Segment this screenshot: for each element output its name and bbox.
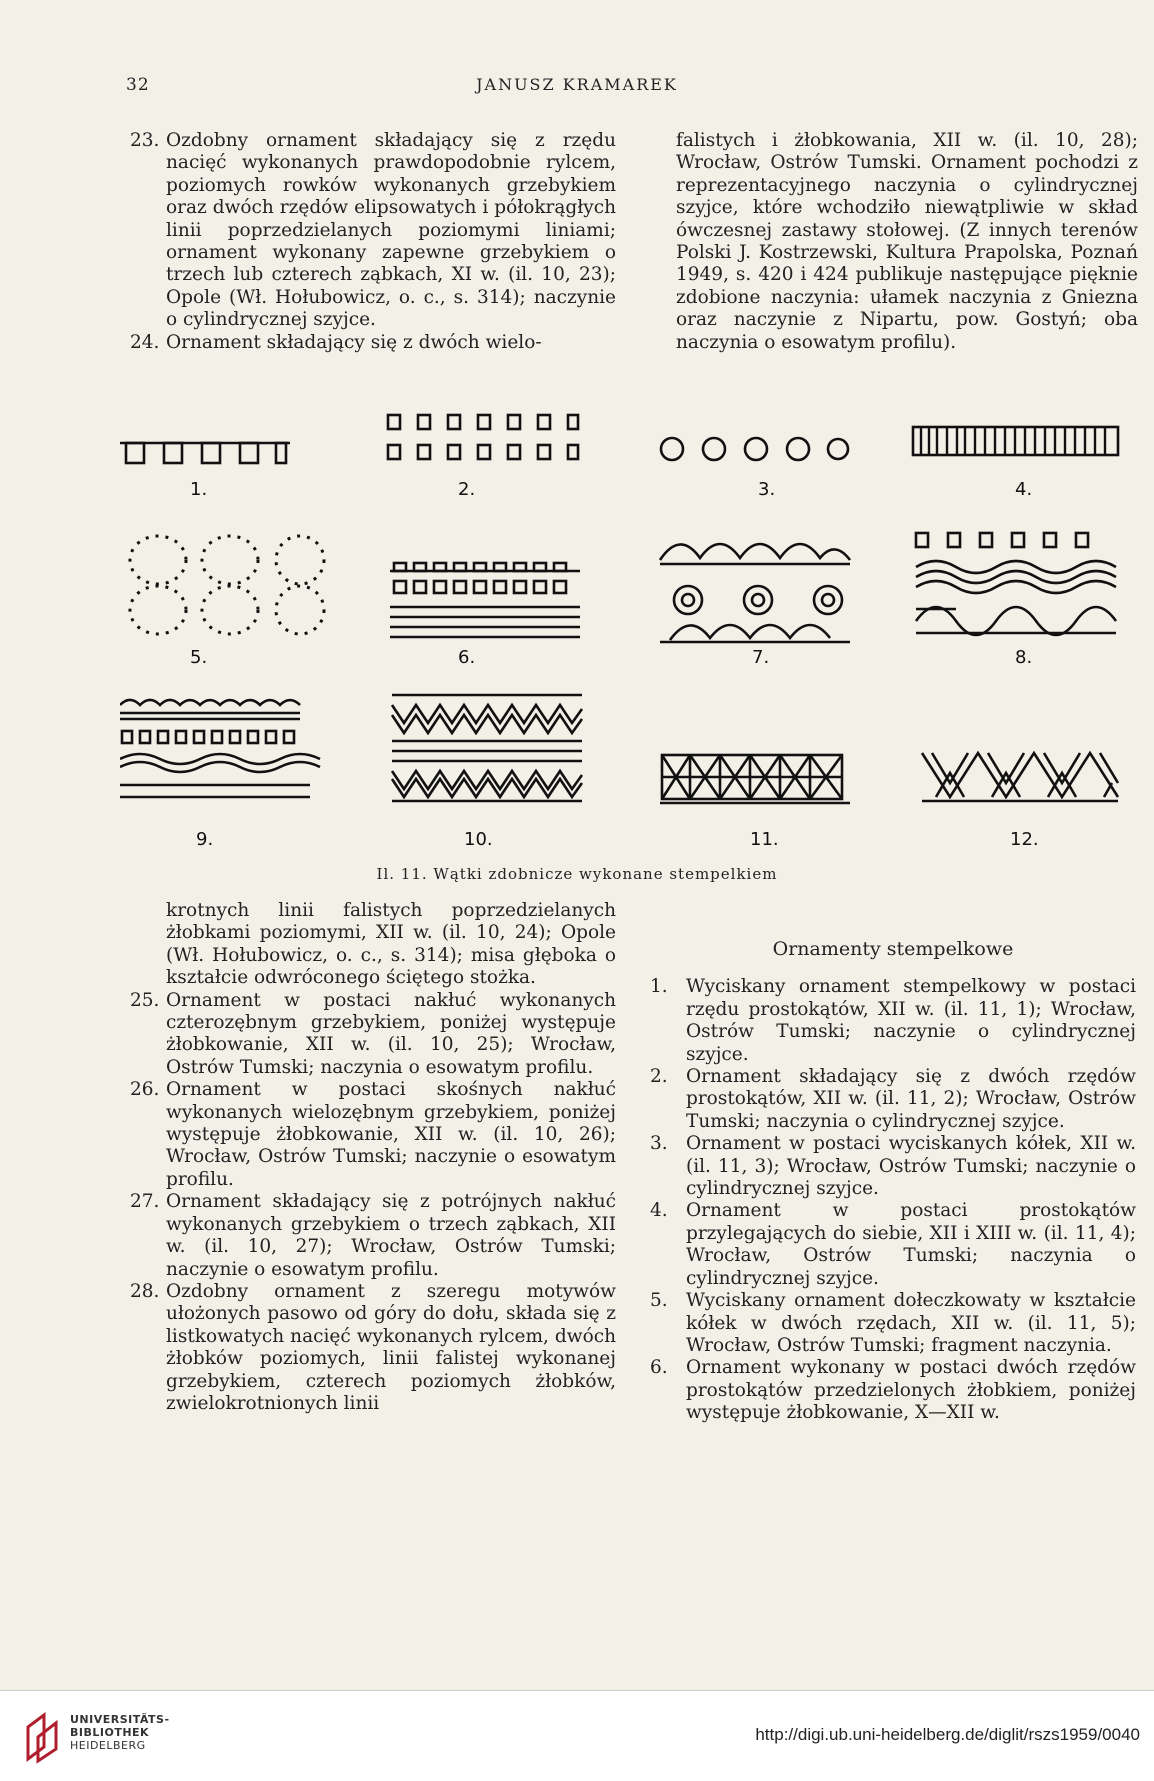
item-text: Ornament składający się z dwóch rzędów prostokątów, XII w. (il. 11, 2); Wrocław, Ostrów Tumski; naczynia o cylindrycznej szyjce. xyxy=(686,1066,1136,1132)
item-number: 6. xyxy=(650,1357,668,1379)
library-footer xyxy=(0,1690,1154,1781)
top-right-column xyxy=(676,130,1138,354)
source-url-link[interactable]: http://digi.ub.uni-heidelberg.de/diglit/rszs1959/0040 xyxy=(755,1725,1140,1744)
figure-label-12: 12. xyxy=(1010,829,1039,850)
item-text: Ornament składający się z potrójnych nakłuć wykonanych grzebykiem o trzech ząbkach, XII w. (il. 10, 27); Wrocław, Ostrów Tumski; naczynie o esowatym profilu. xyxy=(166,1191,616,1280)
figure-label-11: 11. xyxy=(750,829,779,850)
ornament-8 xyxy=(916,533,1116,635)
library-logo-icon xyxy=(22,1709,62,1765)
item-text: Ornament składający się z dwóch wielo- xyxy=(166,331,542,353)
item-number: 3. xyxy=(650,1133,668,1155)
item-text: Ozdobny ornament z szeregu motywów ułożonych pasowo od góry do dołu, składa się z listkowatych nacięć wykonanych rylcem, dwóch żłobków poziomych, linii falistej wykonanej grzebykiem, czterech poziomych żłobków, zwielokrotnionych linii xyxy=(166,1280,616,1414)
figure-label-5: 5. xyxy=(190,647,208,668)
item-text: Ornament w postaci prostokątów przylegających do siebie, XII i XIII w. (il. 11, 4); Wrocław, Ostrów Tumski; naczynia o cylindrycznej szyjce. xyxy=(686,1200,1136,1289)
figure-caption: Il. 11. Wątki zdobnicze wykonane stempelkiem xyxy=(376,865,778,883)
item-number: 26. xyxy=(130,1079,160,1101)
item-text: Ornament w postaci nakłuć wykonanych czterozębnym grzebykiem, poniżej występuje żłobkowanie, XII w. (il. 10, 25); Wrocław, Ostrów Tumski; naczynia o esowatym profilu. xyxy=(166,989,616,1078)
item-text: Ornament w postaci wyciskanych kółek, XII w. (il. 11, 3); Wrocław, Ostrów Tumski; naczynie o cylindrycznej szyjce. xyxy=(686,1133,1136,1200)
library-name-line3: HEIDELBERG xyxy=(70,1739,146,1752)
page-number: 32 xyxy=(126,75,150,95)
catalog-item-24 xyxy=(130,332,616,354)
running-title: JANUSZ KRAMAREK xyxy=(476,75,678,94)
ornament-9 xyxy=(120,700,320,797)
ornament-11 xyxy=(660,755,850,803)
ornament-7 xyxy=(660,544,850,642)
continued-item-24 xyxy=(130,900,616,990)
catalog-item-23 xyxy=(130,130,616,332)
item-number: 28. xyxy=(130,1280,160,1302)
item-text: Wyciskany ornament stempelkowy w postaci rzędu prostokątów, XII w. (il. 11, 1); Wrocław, Ostrów Tumski; naczynie o cylindrycznej szyjce. xyxy=(686,976,1136,1065)
item-number: 2. xyxy=(650,1066,668,1088)
top-left-column xyxy=(130,130,616,354)
ornament-12 xyxy=(922,753,1118,801)
item-text: Ornament w postaci skośnych nakłuć wykonanych wielozębnym grzebykiem, poniżej występuje żłobkowanie, XII w. (il. 10, 26); Wrocław, Ostrów Tumski; naczynie o esowatym profilu. xyxy=(166,1079,616,1190)
stamp-item-1 xyxy=(650,976,1136,1066)
ornament-6 xyxy=(390,563,580,637)
item-number: 24. xyxy=(130,331,160,353)
stamp-item-2 xyxy=(650,1066,1136,1133)
ornament-4 xyxy=(913,427,1118,455)
figure-label-2: 2. xyxy=(458,479,476,500)
library-name xyxy=(70,1713,170,1752)
catalog-item-26 xyxy=(130,1079,616,1191)
item-number: 5. xyxy=(650,1290,668,1312)
figure-label-7: 7. xyxy=(752,647,770,668)
figure-label-10: 10. xyxy=(464,829,493,850)
item-text: Wyciskany ornament dołeczkowaty w kształcie kółek w dwóch rzędach, XII w. (il. 11, 5); Wrocław, Ostrów Tumski; fragment naczynia. xyxy=(686,1290,1136,1356)
ornament-5 xyxy=(130,536,324,634)
ornament-3 xyxy=(661,438,848,460)
item-number: 1. xyxy=(650,976,668,998)
bottom-right-column xyxy=(650,930,1136,1425)
figure-label-9: 9. xyxy=(196,829,214,850)
continued-text: falistych i żłobkowania, XII w. (il. 10, 28); Wrocław, Ostrów Tumski. Ornament pochodzi z reprezentacyjnego naczynia o cylindrycznej szyjce, które wchodziło niewątpliwie w skład ówczesnej zastawy stołowej. (Z innych terenów Polski J. Kostrzewski, Kultura Prapolska, Poznań 1949, s. 420 i 424 publikuje następujące pięknie zdobione naczynia: ułamek naczynia z Gniezna oraz naczynie z Nipartu, pow. Gostyń; oba naczynia o esowatym profilu). xyxy=(676,130,1138,353)
item-number: 23. xyxy=(130,130,160,151)
item-text: Ornament wykonany w postaci dwóch rzędów prostokątów przedzielonych żłobkiem, poniżej występuje żłobkowanie, X—XII w. xyxy=(686,1357,1136,1424)
ornament-drawings xyxy=(120,405,1134,860)
ornament-10 xyxy=(392,695,582,801)
stamp-item-6 xyxy=(650,1357,1136,1424)
ornament-figure xyxy=(120,405,1134,860)
bottom-left-column xyxy=(130,900,616,1415)
stamp-item-4 xyxy=(650,1200,1136,1290)
item-text: krotnych linii falistych poprzedzielanych żłobkami poziomymi, XII w. (il. 10, 24); Opole (Wł. Hołubowicz, o. c., s. 314); misa głęboka o kształcie odwróconego ściętego stożka. xyxy=(166,900,616,989)
catalog-item-28 xyxy=(130,1281,616,1415)
figure-label-1: 1. xyxy=(190,479,208,500)
section-title: Ornamenty stempelkowe xyxy=(772,938,1014,960)
stamp-item-3 xyxy=(650,1133,1136,1200)
item-text: Ozdobny ornament składający się z rzędu nacięć wykonanych prawdopodobnie rylcem, poziomych rowków wykonanych grzebykiem oraz dwóch rzędów elipsowatych i półokrągłych linii poprzedzielanych poziomymi liniami; ornament wykonany zapewne grzebykiem o trzech lub czterech ząbkach, XI w. (il. 10, 23); Opole (Wł. Hołubowicz, o. c., s. 314); naczynie o cylindrycznej szyjce. xyxy=(166,130,616,331)
catalog-item-25 xyxy=(130,990,616,1080)
stamp-item-5 xyxy=(650,1290,1136,1357)
item-number: 4. xyxy=(650,1200,668,1222)
catalog-item-27 xyxy=(130,1191,616,1281)
library-name-line1: UNIVERSITÄTS- xyxy=(70,1713,170,1726)
item-number: 27. xyxy=(130,1191,160,1213)
figure-label-4: 4. xyxy=(1015,479,1033,500)
ornament-2 xyxy=(388,415,578,459)
figure-label-3: 3. xyxy=(758,479,776,500)
ornament-1 xyxy=(120,443,290,463)
library-name-line2: BIBLIOTHEK xyxy=(70,1726,150,1739)
figure-label-8: 8. xyxy=(1015,647,1033,668)
figure-label-6: 6. xyxy=(458,647,476,668)
item-number: 25. xyxy=(130,989,160,1011)
